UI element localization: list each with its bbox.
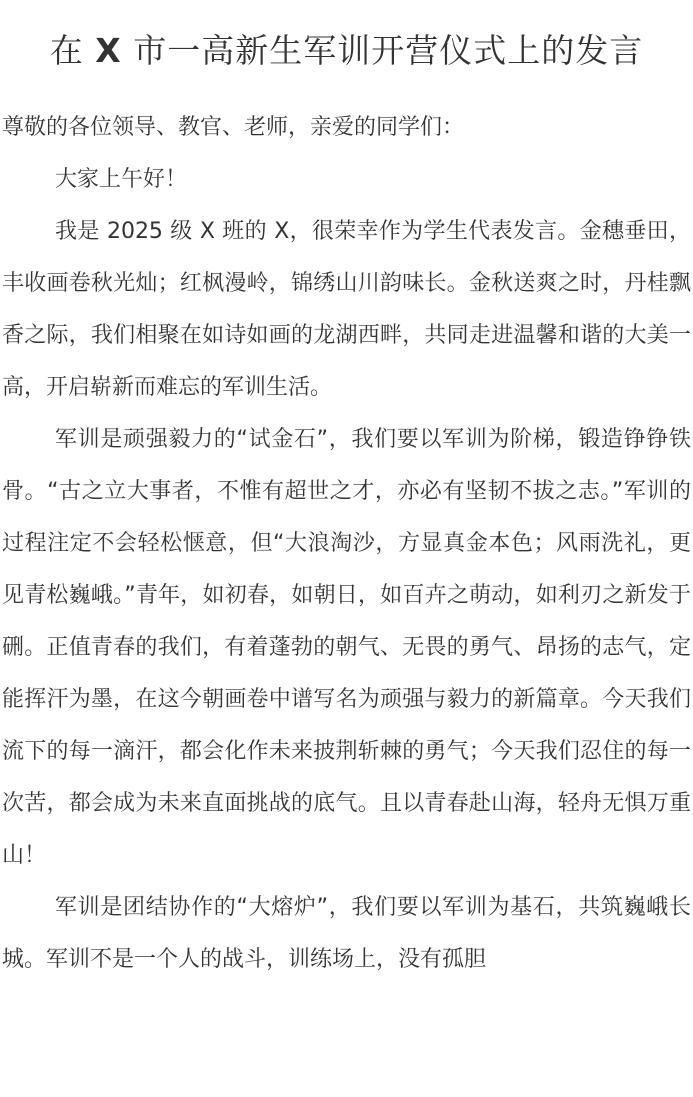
- title-prefix: 在: [49, 31, 96, 70]
- paragraph-perseverance: 军训是顽强毅力的“试金石”，我们要以军训为阶梯，锻造铮铮铁骨。“古之立大事者，不惟有超世之才，亦必有坚韧不拔之志。”军训的过程注定不会轻松惬意，但“大浪淘沙，方显真金本色；风雨洗礼，更见青松巍峨。”青年，如初春，如朝日，如百卉之萌动，如利刃之新发于硎。正值青春的我们，有着蓬勃的朝气、无畏的勇气、昂扬的志气，定能挥汗为墨，在这今朝画卷中谱写名为顽强与毅力的新篇章。今天我们流下的每一滴汗，都会化作未来披荆斩棘的勇气；今天我们忍住的每一次苦，都会成为未来直面挑战的底气。且以青春赴山海，轻舟无惧万重山！: [2, 427, 691, 868]
- paragraph-greeting: 大家上午好！: [55, 167, 188, 192]
- title-suffix: 市一高新生军训开营仪式上的发言: [121, 31, 644, 70]
- paragraph-teamwork: 军训是团结协作的“大熔炉”，我们要以军训为基石，共筑巍峨长城。军训不是一个人的战斗，训练场上，没有孤胆: [2, 895, 691, 972]
- speech-body: [2, 102, 691, 986]
- title-emphasis: X: [95, 31, 122, 70]
- salutation: 尊敬的各位领导、教官、老师，亲爱的同学们：: [2, 115, 465, 140]
- page-title: [2, 0, 691, 76]
- paragraph-introduction: 我是 2025 级 X 班的 X，很荣幸作为学生代表发言。金穗垂田，丰收画卷秋光灿；红枫漫岭，锦绣山川韵味长。金秋送爽之时，丹桂飘香之际，我们相聚在如诗如画的龙湖西畔，共同走进温馨和谐的大美一高，开启崭新而难忘的军训生活。: [2, 219, 691, 400]
